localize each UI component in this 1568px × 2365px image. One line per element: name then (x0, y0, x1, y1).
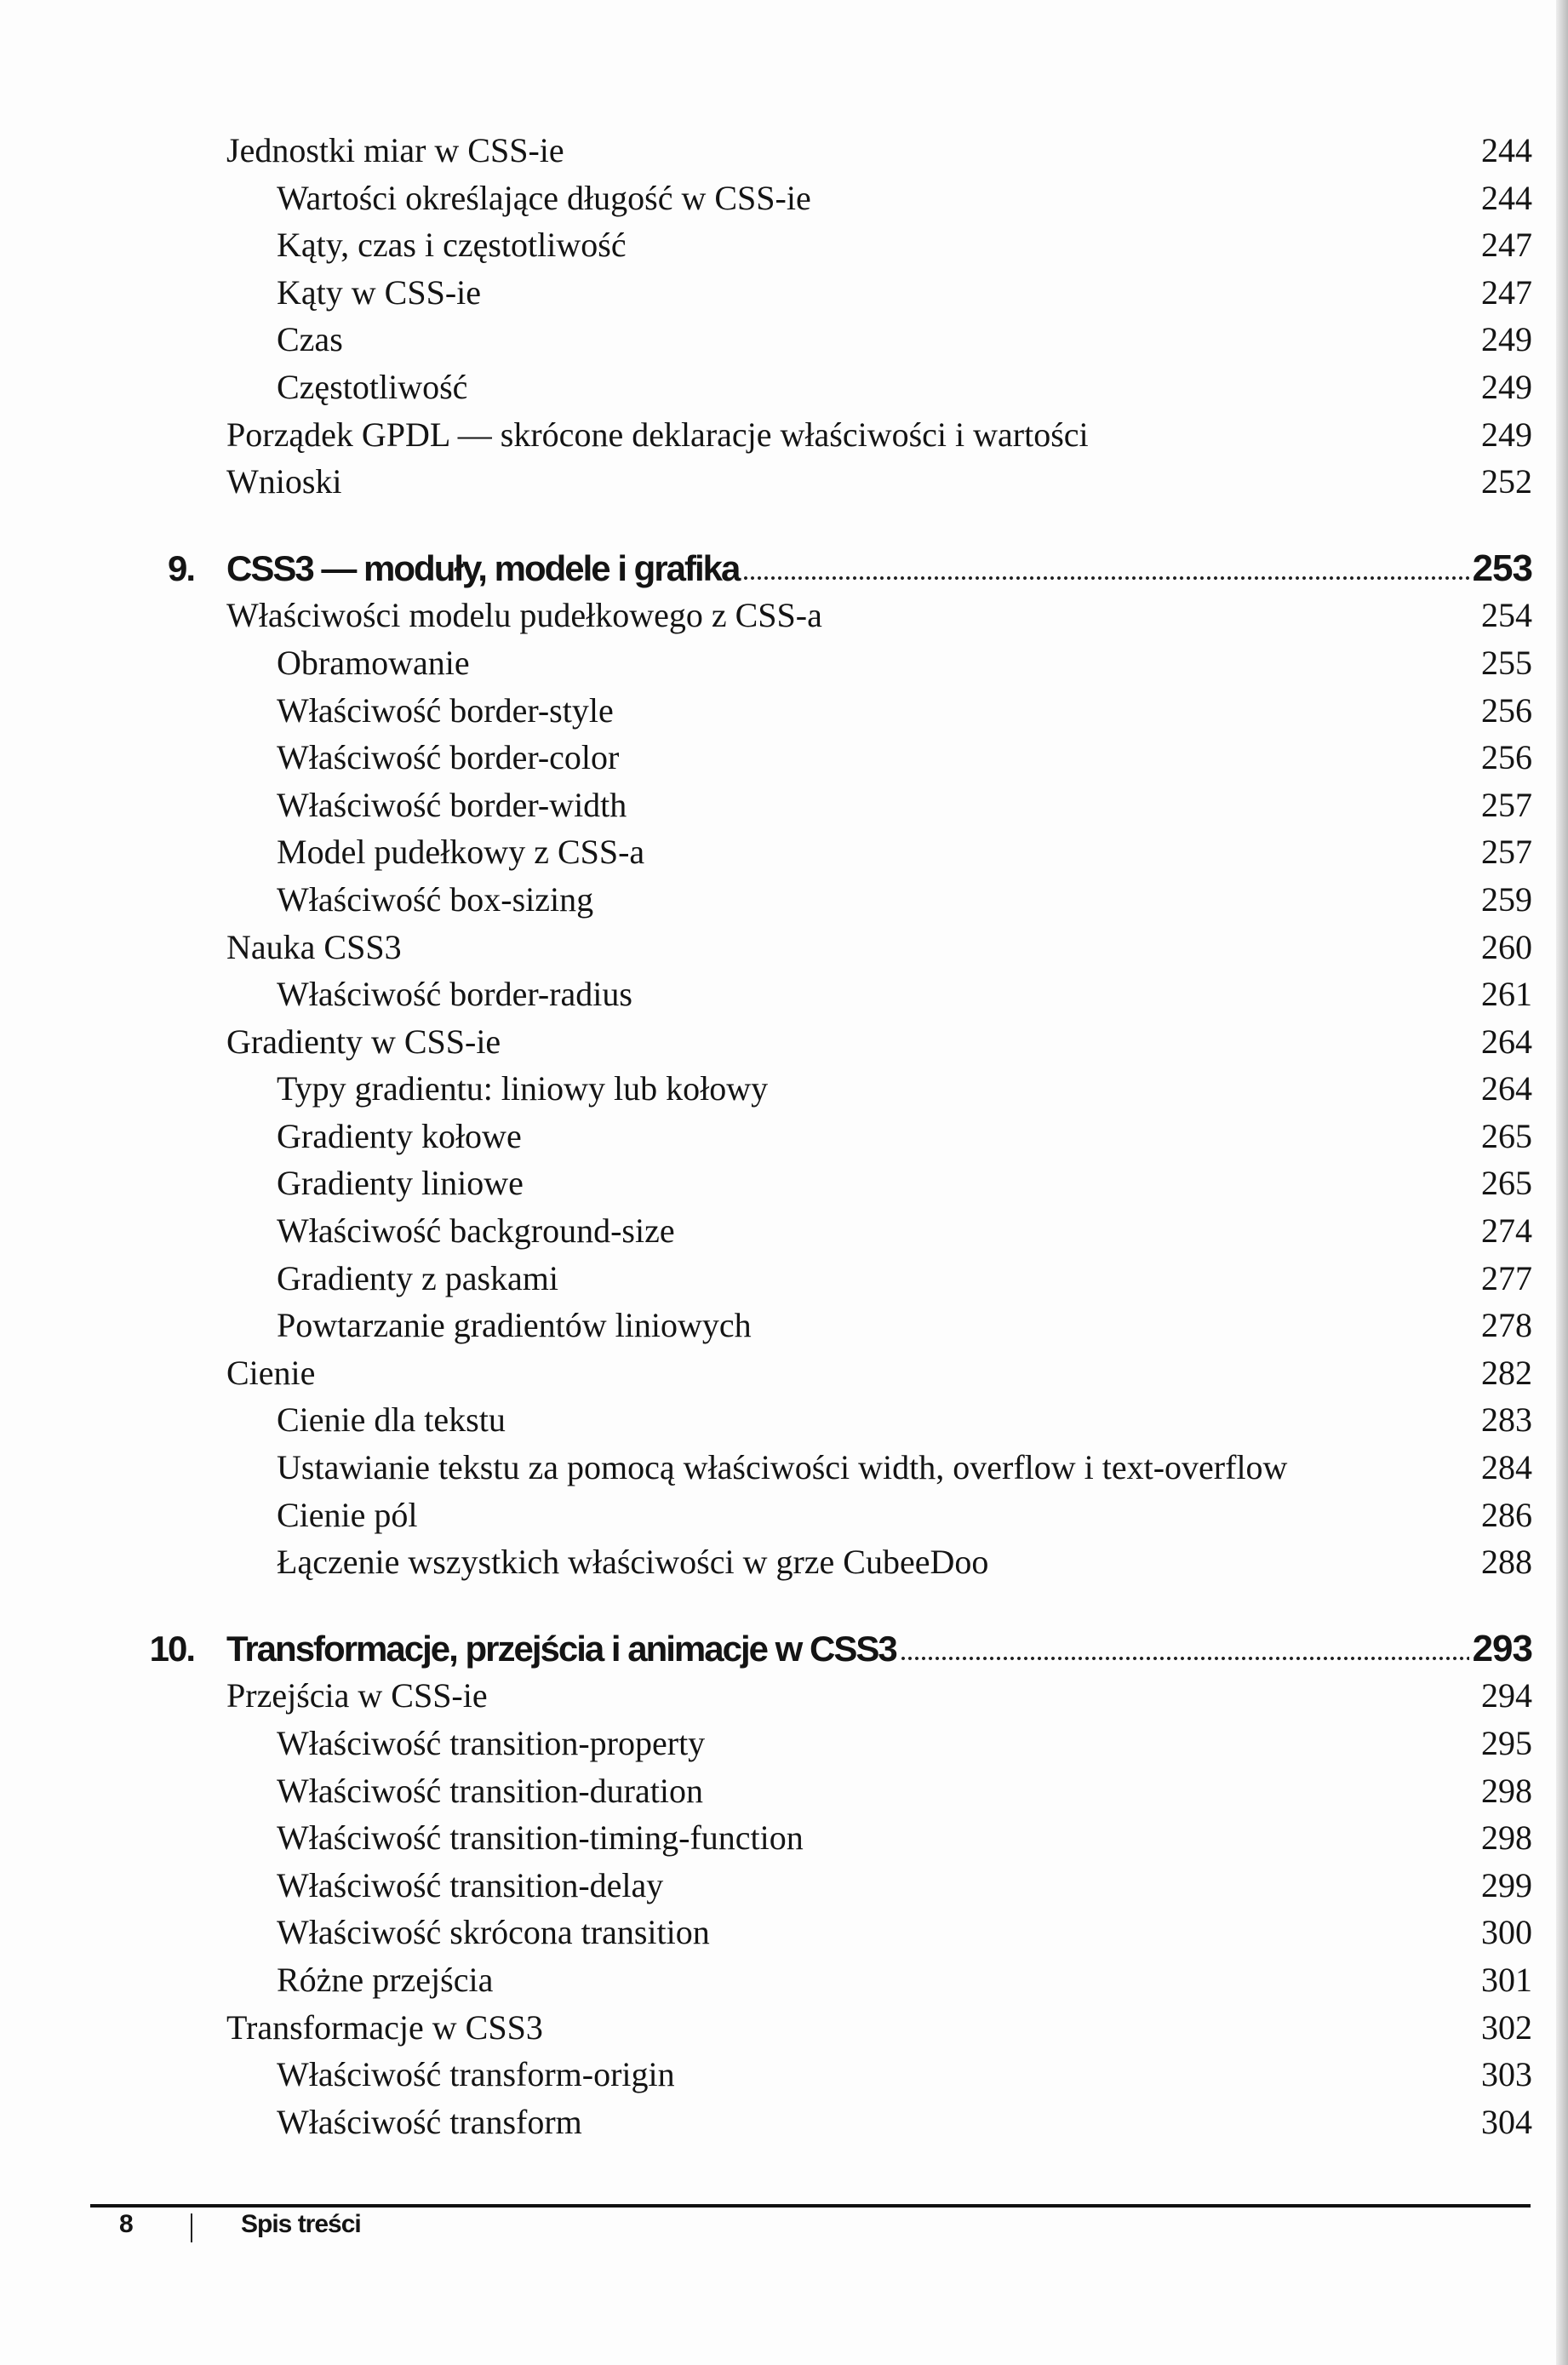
toc-entry (0, 1909, 1568, 1956)
entry-page: 295 (1481, 1724, 1532, 1762)
entry-title: Właściwość background-size (277, 1211, 675, 1251)
entry-page: 286 (1481, 1495, 1532, 1534)
entry-page: 294 (1481, 1676, 1532, 1715)
entry-title: Kąty, czas i częstotliwość (277, 226, 627, 265)
entry-page: 265 (1481, 1116, 1532, 1155)
toc-entry (0, 411, 1568, 459)
entry-title: Porządek GPDL — skrócone deklaracje właściwości i wartości (226, 415, 1089, 454)
entry-page: 302 (1481, 2007, 1532, 2047)
entry-title: Właściwość transform-origin (277, 2055, 675, 2094)
toc-entry (0, 2099, 1568, 2146)
entry-title: Częstotliwość (277, 367, 468, 406)
entry-title: Wartości określające długość w CSS-ie (277, 178, 811, 217)
toc-entry (0, 1160, 1568, 1207)
toc-entry (0, 1720, 1568, 1767)
chapter-number: 9. (167, 547, 194, 588)
entry-page: 249 (1481, 367, 1532, 406)
toc-entry (0, 364, 1568, 411)
toc-entry (0, 734, 1568, 782)
entry-title: Właściwość transition-timing-function (277, 1818, 804, 1858)
entry-page: 247 (1481, 226, 1532, 265)
toc-entry (0, 458, 1568, 506)
entry-page: 260 (1481, 927, 1532, 966)
toc-entry (0, 782, 1568, 829)
entry-title: Właściwość box-sizing (277, 879, 594, 919)
toc-entry (0, 316, 1568, 364)
toc-entry (0, 127, 1568, 175)
entry-page: 299 (1481, 1865, 1532, 1904)
entry-page: 264 (1481, 1069, 1532, 1108)
chapter-title: Transformacje, przejścia i animacje w CSS3 (226, 1628, 896, 1669)
entry-page: 256 (1481, 738, 1532, 777)
toc-entry (0, 2051, 1568, 2099)
entry-title: Czas (277, 320, 343, 359)
entry-title: Właściwość border-width (277, 785, 627, 824)
dot-leader (742, 576, 1468, 581)
page-edge-shadow (1556, 0, 1568, 2365)
entry-page: 298 (1481, 1771, 1532, 1810)
entry-page: 300 (1481, 1913, 1532, 1952)
toc-entry (0, 1113, 1568, 1160)
entry-page: 284 (1481, 1448, 1532, 1487)
table-of-contents (0, 127, 1568, 2145)
footer-rule (90, 2204, 1531, 2208)
toc-entry (0, 1956, 1568, 2004)
toc-entry (0, 1538, 1568, 1586)
entry-title: Przejścia w CSS-ie (226, 1676, 488, 1715)
entry-title: Transformacje w CSS3 (226, 2007, 543, 2047)
entry-page: 247 (1481, 272, 1532, 312)
entry-page: 249 (1481, 415, 1532, 454)
toc-entry (0, 1767, 1568, 1815)
entry-page: 282 (1481, 1353, 1532, 1392)
chapter-page: 293 (1472, 1627, 1532, 1669)
dot-leader (900, 1656, 1469, 1661)
entry-title: Cienie (226, 1353, 316, 1392)
toc-entry (0, 1862, 1568, 1910)
toc-entry (0, 1444, 1568, 1492)
entry-page: 298 (1481, 1818, 1532, 1858)
entry-page: 257 (1481, 833, 1532, 872)
toc-entry (0, 1349, 1568, 1397)
entry-title: Gradienty kołowe (277, 1116, 522, 1155)
entry-page: 265 (1481, 1164, 1532, 1203)
entry-title: Łączenie wszystkich właściwości w grze CubeeDoo (277, 1543, 989, 1582)
footer-running-title: Spis treści (241, 2210, 361, 2238)
entry-page: 301 (1481, 1960, 1532, 1999)
entry-title: Właściwość border-color (277, 738, 620, 777)
toc-entry (0, 269, 1568, 317)
entry-page: 257 (1481, 785, 1532, 824)
entry-title: Cienie pól (277, 1495, 418, 1534)
entry-page: 252 (1481, 462, 1532, 501)
toc-chapter (0, 545, 1568, 593)
entry-page: 283 (1481, 1400, 1532, 1440)
toc-entry (0, 1302, 1568, 1349)
footer-separator (191, 2213, 192, 2242)
entry-title: Powtarzanie gradientów liniowych (277, 1306, 752, 1345)
entry-page: 256 (1481, 690, 1532, 730)
toc-entry (0, 1814, 1568, 1862)
entry-title: Gradienty liniowe (277, 1164, 524, 1203)
entry-title: Właściwości modelu pudełkowego z CSS-a (226, 596, 822, 635)
entry-title: Cienie dla tekstu (277, 1400, 506, 1440)
toc-entry (0, 924, 1568, 971)
toc-entry (0, 1065, 1568, 1113)
entry-title: Właściwość transition-duration (277, 1771, 703, 1810)
toc-chapter (0, 1625, 1568, 1673)
entry-title: Właściwość transition-property (277, 1724, 706, 1762)
entry-title: Gradienty z paskami (277, 1258, 558, 1297)
entry-title: Model pudełkowy z CSS-a (277, 833, 645, 872)
toc-entry (0, 828, 1568, 876)
toc-entry (0, 1492, 1568, 1539)
entry-title: Właściwość border-style (277, 690, 614, 730)
chapter-title: CSS3 — moduły, modele i grafika (226, 547, 740, 588)
entry-title: Właściwość transform (277, 2102, 582, 2141)
entry-title: Obramowanie (277, 643, 470, 682)
toc-entry (0, 592, 1568, 639)
entry-title: Gradienty w CSS-ie (226, 1022, 501, 1061)
entry-title: Jednostki miar w CSS-ie (226, 131, 564, 169)
toc-entry (0, 876, 1568, 924)
entry-page: 304 (1481, 2102, 1532, 2141)
entry-page: 244 (1481, 131, 1532, 169)
entry-page: 277 (1481, 1258, 1532, 1297)
entry-title: Właściwość transition-delay (277, 1865, 664, 1904)
entry-title: Nauka CSS3 (226, 927, 402, 966)
toc-entry (0, 1255, 1568, 1303)
footer-page-number: 8 (119, 2210, 133, 2238)
entry-page: 288 (1481, 1543, 1532, 1582)
toc-entry (0, 1672, 1568, 1720)
entry-page: 255 (1481, 643, 1532, 682)
toc-entry (0, 971, 1568, 1018)
entry-page: 259 (1481, 879, 1532, 919)
toc-entry (0, 1207, 1568, 1255)
entry-page: 261 (1481, 975, 1532, 1014)
entry-title: Właściwość skrócona transition (277, 1913, 710, 1952)
entry-page: 278 (1481, 1306, 1532, 1345)
chapter-page: 253 (1472, 547, 1532, 589)
entry-title: Kąty w CSS-ie (277, 272, 481, 312)
entry-page: 274 (1481, 1211, 1532, 1251)
entry-page: 249 (1481, 320, 1532, 359)
entry-title: Wnioski (226, 462, 342, 501)
entry-page: 244 (1481, 178, 1532, 217)
entry-title: Różne przejścia (277, 1960, 494, 1999)
entry-title: Ustawianie tekstu za pomocą właściwości width, overflow i text-overflow (277, 1448, 1288, 1487)
toc-entry (0, 1396, 1568, 1444)
entry-page: 303 (1481, 2055, 1532, 2094)
chapter-number: 10. (149, 1628, 194, 1669)
entry-page: 264 (1481, 1022, 1532, 1061)
toc-entry (0, 639, 1568, 687)
toc-entry (0, 1018, 1568, 1066)
toc-entry (0, 2004, 1568, 2052)
toc-entry (0, 221, 1568, 269)
entry-page: 254 (1481, 596, 1532, 635)
toc-entry (0, 687, 1568, 735)
toc-entry (0, 175, 1568, 222)
entry-title: Typy gradientu: liniowy lub kołowy (277, 1069, 769, 1108)
entry-title: Właściwość border-radius (277, 975, 632, 1014)
